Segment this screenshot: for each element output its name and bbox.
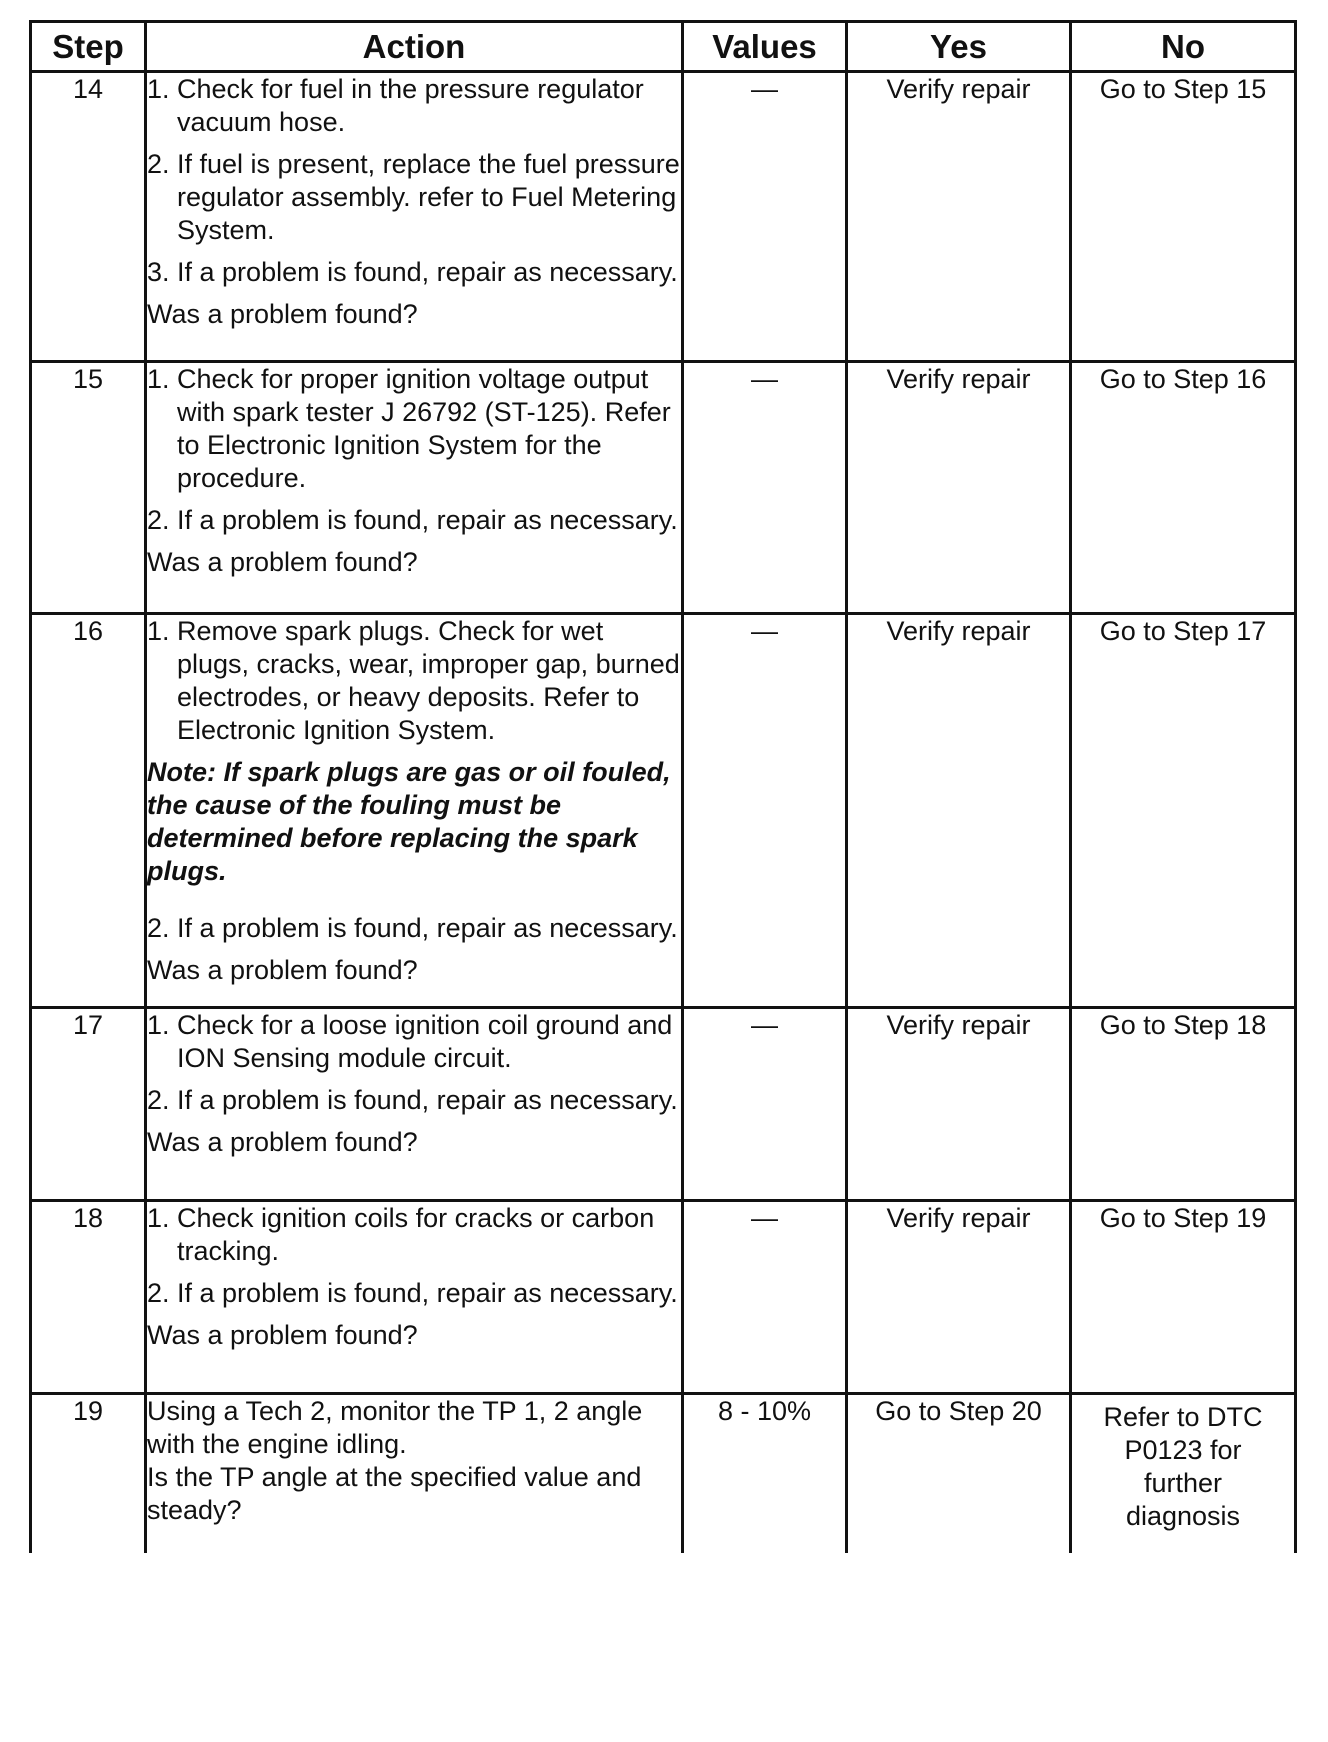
table-row [31,1201,1296,1394]
step-number: 16 [31,614,146,1008]
values-cell: — [683,72,847,362]
values-cell: — [683,1201,847,1394]
action-item: 2. If a problem is found, repair as necessary. [147,1085,678,1115]
no-cell: Go to Step 16 [1071,362,1296,614]
no-cell: Refer to DTC P0123 for further diagnosis [1071,1394,1296,1554]
header-step: Step [31,22,146,72]
note-text: Note: If spark plugs are gas or oil fouled, the cause of the fouling must be determined before replacing the spark plugs. [147,757,671,886]
action-item: 2. If fuel is present, replace the fuel pressure regulator assembly. refer to Fuel Metering System. [147,149,680,245]
values-cell: — [683,614,847,1008]
step-number: 17 [31,1008,146,1201]
table-row [31,1008,1296,1201]
yes-cell: Verify repair [847,1201,1071,1394]
values-cell: — [683,1008,847,1201]
no-cell: Go to Step 17 [1071,614,1296,1008]
action-item: 1. Check for fuel in the pressure regulator vacuum hose. [147,74,644,137]
table-row [31,72,1296,362]
action-item: 1. Check for a loose ignition coil ground and ION Sensing module circuit. [147,1010,673,1073]
values-cell: 8 - 10% [683,1394,847,1554]
header-no: No [1071,22,1296,72]
header-values: Values [683,22,847,72]
action-question: Was a problem found? [147,1320,418,1350]
action-item: 2. If a problem is found, repair as necessary. [147,913,678,943]
action-cell [146,1008,683,1201]
step-number: 19 [31,1394,146,1554]
yes-cell: Verify repair [847,72,1071,362]
action-item: 3. If a problem is found, repair as necessary. [147,257,678,287]
step-number: 15 [31,362,146,614]
action-cell [146,1394,683,1554]
action-cell [146,72,683,362]
table-row [31,362,1296,614]
action-item: 2. If a problem is found, repair as necessary. [147,505,678,535]
action-question: Was a problem found? [147,547,418,577]
header-action: Action [146,22,683,72]
step-number: 18 [31,1201,146,1394]
no-cell: Go to Step 18 [1071,1008,1296,1201]
action-text: Using a Tech 2, monitor the TP 1, 2 angle with the engine idling. [147,1396,643,1459]
header-yes: Yes [847,22,1071,72]
table-row [31,614,1296,1008]
action-cell [146,362,683,614]
header-row [31,22,1296,72]
action-question: Was a problem found? [147,955,418,985]
yes-cell: Verify repair [847,362,1071,614]
action-item: 1. Check for proper ignition voltage output with spark tester J 26792 (ST-125). Refer to Electronic Ignition System for the procedure. [147,364,671,493]
step-number: 14 [31,72,146,362]
action-item: 2. If a problem is found, repair as necessary. [147,1278,678,1308]
table-row [31,1394,1296,1554]
no-cell: Go to Step 15 [1071,72,1296,362]
action-item: 1. Check ignition coils for cracks or carbon tracking. [147,1203,655,1266]
yes-cell: Verify repair [847,614,1071,1008]
yes-cell: Verify repair [847,1008,1071,1201]
no-cell: Go to Step 19 [1071,1201,1296,1394]
action-cell [146,614,683,1008]
action-question: Was a problem found? [147,299,418,329]
action-question: Was a problem found? [147,1127,418,1157]
diagnostic-table [29,20,1297,1553]
values-cell: — [683,362,847,614]
action-cell [146,1201,683,1394]
action-question: Is the TP angle at the specified value and steady? [147,1462,642,1525]
yes-cell: Go to Step 20 [847,1394,1071,1554]
action-item: 1. Remove spark plugs. Check for wet plugs, cracks, wear, improper gap, burned electrodes, or heavy deposits. Refer to Electronic Ignition System. [147,616,680,745]
